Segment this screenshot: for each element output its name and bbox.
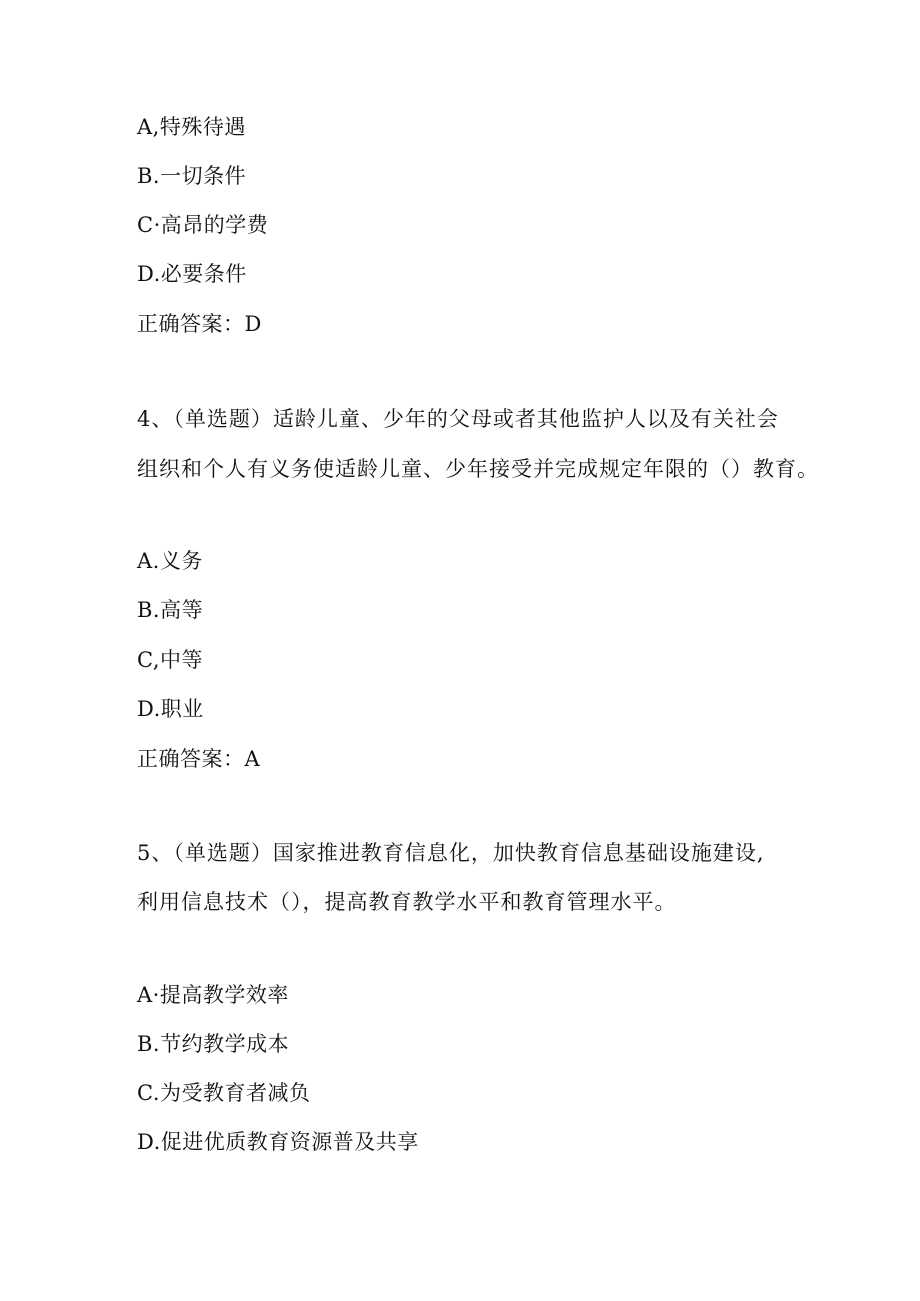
q3-option-c: C·高昂的学费: [137, 213, 269, 237]
q3-answer: 正确答案：D: [137, 312, 262, 336]
q4-option-c: C,中等: [137, 648, 203, 672]
q5-option-d: D.促进优质教育资源普及共享: [137, 1130, 419, 1154]
q4-stem-line-1: 4、（单选题）适龄儿童、少年的父母或者其他监护人以及有关社会: [137, 407, 779, 431]
q5-stem-line-2: 利用信息技术（），提高教育教学水平和教育管理水平。: [137, 890, 677, 914]
q3-option-b: B.一切条件: [137, 164, 247, 188]
q5-option-b: B.节约教学成本: [137, 1032, 290, 1056]
q5-stem-line-1: 5、（单选题）国家推进教育信息化，加快教育信息基础设施建设,: [137, 841, 765, 865]
q4-option-d: D.职业: [137, 697, 204, 721]
q4-option-b: B.高等: [137, 598, 204, 622]
q4-option-a: A.义务: [137, 549, 203, 573]
q5-option-c: C.为受教育者减负: [137, 1081, 311, 1105]
q3-option-a: A,特殊待遇: [137, 115, 246, 139]
q5-option-a: A·提高教学效率: [137, 983, 289, 1007]
q4-stem-line-2: 组织和个人有义务使适龄儿童、少年接受并完成规定年限的（）教育。: [137, 457, 819, 481]
q4-answer: 正确答案：A: [137, 747, 261, 771]
q3-option-d: D.必要条件: [137, 262, 247, 286]
